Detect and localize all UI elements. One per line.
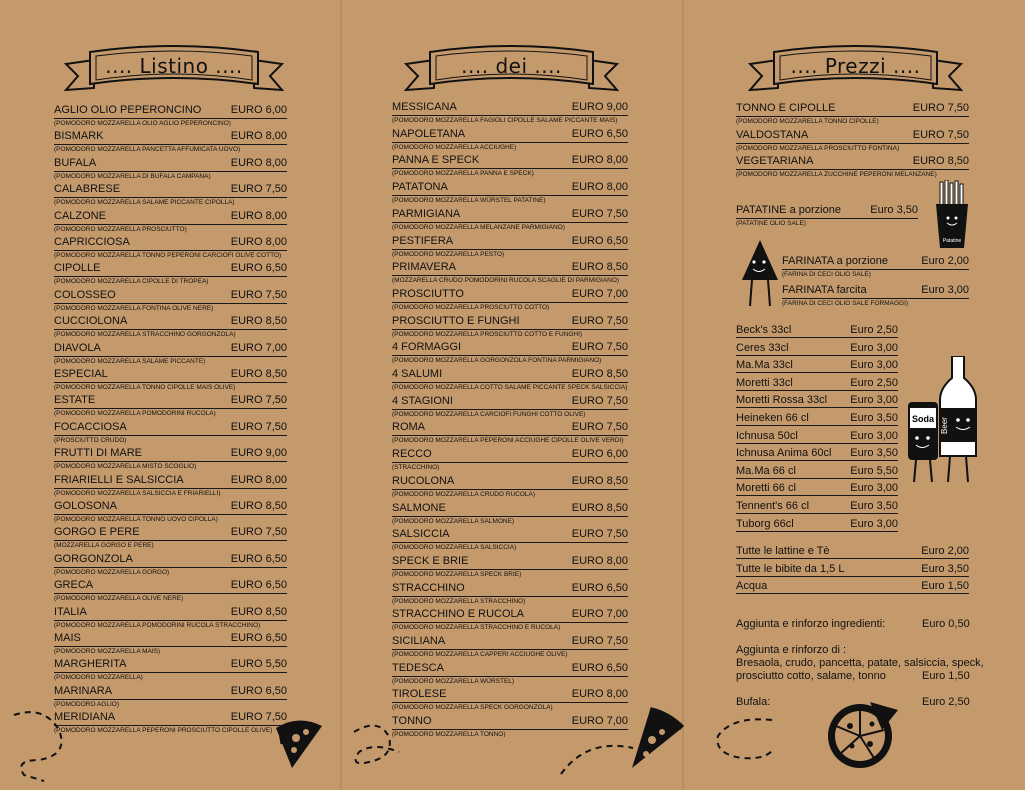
menu-item [392, 288, 628, 312]
item-price: EURO 7,50 [912, 102, 969, 114]
soft-drink-row [736, 545, 969, 559]
item-price: EURO 7,50 [230, 420, 287, 433]
item-name: SALSICCIA [392, 528, 450, 541]
item-name: PANNA E SPECK [392, 154, 480, 167]
menu-item [54, 421, 287, 445]
drink-price: Euro 3,50 [850, 500, 898, 512]
item-description: (POMODORO MOZZARELLA DI BUFALA CAMPANA) [54, 172, 211, 180]
item-price: EURO 8,50 [571, 501, 628, 514]
item-description: (POMODORO MOZZARELLA PROSCIUTTO) [54, 225, 187, 233]
item-price: EURO 7,50 [571, 421, 628, 434]
item-price: EURO 8,50 [571, 474, 628, 487]
ribbon-banner-listino [64, 38, 284, 98]
item-name: CUCCIOLONA [54, 315, 128, 328]
item-description: (POMODORO MOZZARELLA PROSCIUTTO FONTINA) [736, 144, 900, 152]
item-name: SICILIANA [392, 635, 446, 647]
extra-premium-price: Euro 1,50 [922, 670, 970, 682]
item-price: EURO 8,50 [230, 315, 287, 328]
item-price: EURO 7,50 [571, 635, 628, 647]
item-description: (POMODORO MOZZARELLA PANNA E SPECK) [392, 170, 534, 178]
item-description: (POMODORO MOZZARELLA ZUCCHINE PEPERONI MELANZANE) [736, 171, 937, 178]
bufala-label: Bufala: [736, 696, 771, 708]
item-price: EURO 8,50 [230, 500, 287, 512]
item-name: 4 STAGIONI [392, 394, 453, 407]
drink-name: Moretti Rossa 33cl [736, 394, 828, 407]
drink-name: Heineken 66 cl [736, 412, 809, 424]
item-price: EURO 6,50 [230, 684, 287, 697]
drink-row [736, 359, 898, 373]
menu-item [54, 685, 287, 709]
item-name: PARMIGIANA [392, 207, 461, 220]
item-price: EURO 8,00 [230, 473, 287, 486]
item-name: CALABRESE [54, 183, 121, 196]
item-description: (POMODORO MOZZARELLA GORGO) [54, 568, 170, 576]
item-name: CALZONE [54, 209, 106, 222]
menu-item [392, 502, 628, 526]
item-name: FARINATA a porzione [782, 255, 888, 267]
drink-name: Tuborg 66cl [736, 517, 794, 530]
drink-name: Tutte le bibite da 1,5 L [736, 562, 845, 575]
menu-item [54, 289, 287, 313]
drink-row [736, 324, 898, 338]
item-name: BUFALA [54, 156, 97, 169]
extra-premium-line: prosciutto cotto, salame, tonno [736, 670, 886, 682]
item-name: PATATINE a porzione [736, 204, 841, 216]
menu-item [54, 210, 287, 234]
item-name: TONNO E CIPOLLE [736, 102, 836, 114]
dashed-loop-decoration [4, 705, 74, 790]
item-description: (POMODORO MOZZARELLA POMODORINI RUCOLA STRACCHINO) [54, 621, 261, 629]
item-name: ESTATE [54, 394, 96, 407]
item-description: (POMODORO MOZZARELLA SALSICCIA) [392, 544, 517, 552]
drink-name: Acqua [736, 580, 768, 592]
menu-item [54, 711, 287, 735]
item-name: PROSCIUTTO [392, 287, 464, 300]
menu-item [54, 368, 287, 392]
item-name: GOLOSONA [54, 500, 117, 512]
item-description: (POMODORO MOZZARELLA OLIVE NERE) [54, 595, 184, 603]
drink-price: Euro 3,50 [850, 447, 898, 460]
item-description: (POMODORO MOZZARELLA SALMONE) [392, 517, 515, 525]
drink-row [736, 500, 898, 514]
menu-item-farinata-farcita [782, 284, 969, 308]
item-name: RECCO [392, 448, 432, 461]
ribbon-banner-dei [404, 38, 619, 98]
item-description: (POMODORO MOZZARELLA WÜRSTEL) [392, 677, 515, 685]
item-description: (MOZZARELLA GORGO E PERE) [54, 542, 154, 550]
menu-item [54, 474, 287, 498]
item-description: (POMODORO MOZZARELLA PROSCIUTTO COTTO E FUNGHI) [392, 330, 583, 338]
item-description: (POMODORO MOZZARELLA OLIO AGLIO PEPERONCINO) [54, 120, 231, 127]
extra-ingredients-price: Euro 0,50 [922, 618, 970, 630]
item-description: (POMODORO MOZZARELLA PROSCIUTTO COTTO) [392, 303, 550, 311]
soda-label: Soda [911, 414, 935, 424]
item-name: DIAVOLA [54, 341, 101, 354]
item-description: (POMODORO MOZZARELLA CAPPERI ACCIUGHE OLIVE) [392, 651, 568, 658]
item-price: EURO 8,00 [230, 156, 287, 169]
menu-item [736, 129, 969, 153]
menu-item [392, 208, 628, 232]
item-price: EURO 8,50 [230, 605, 287, 618]
banner-title: .... Listino .... [105, 54, 243, 78]
item-name: GORGO E PERE [54, 526, 140, 539]
menu-item [54, 579, 287, 603]
item-name: NAPOLETANA [392, 127, 466, 140]
item-description: (POMODORO MOZZARELLA TONNO PEPERONI CARCIOFI OLIVE COTTO) [54, 252, 282, 259]
farinata-slice-icon [740, 236, 780, 321]
item-price: EURO 7,00 [571, 287, 628, 300]
drink-price: Euro 3,00 [850, 359, 898, 372]
menu-item [392, 395, 628, 419]
item-name: GRECA [54, 579, 94, 592]
menu-item [54, 500, 287, 524]
drink-row [736, 465, 898, 479]
drink-name: Ichnusa 50cl [736, 429, 798, 442]
item-description: (PROSCIUTTO CRUDO) [54, 436, 127, 444]
menu-item [392, 154, 628, 178]
menu-item [392, 582, 628, 606]
item-price: EURO 8,00 [571, 181, 628, 194]
item-price: Euro 3,50 [870, 204, 918, 216]
item-name: TEDESCA [392, 661, 444, 674]
item-price: EURO 6,00 [230, 104, 287, 116]
item-name: GORGONZOLA [54, 552, 133, 565]
item-name: TONNO [392, 715, 432, 728]
drink-price: Euro 3,00 [850, 394, 898, 407]
item-price: EURO 6,50 [571, 661, 628, 674]
item-name: SALMONE [392, 501, 446, 514]
item-name: FRUTTI DI MARE [54, 447, 142, 460]
drink-row [736, 518, 898, 532]
item-price: EURO 7,00 [571, 715, 628, 728]
item-price: EURO 7,50 [571, 314, 628, 327]
drink-row [736, 342, 898, 356]
drink-price: Euro 3,50 [921, 562, 969, 575]
item-description: (POMODORO MOZZARELLA SPECK GORGONZOLA) [392, 704, 553, 712]
menu-item [392, 688, 628, 712]
drink-name: Ma.Ma 66 cl [736, 464, 796, 477]
item-price: EURO 6,50 [571, 127, 628, 140]
item-price: EURO 7,50 [571, 528, 628, 541]
item-description: (POMODORO MOZZARELLA STRACCHINO GORGONZOLA) [54, 331, 236, 339]
menu-item [392, 368, 628, 392]
drink-row [736, 482, 898, 496]
item-name: COLOSSEO [54, 288, 116, 301]
item-price: EURO 7,50 [912, 128, 969, 141]
menu-item [392, 715, 628, 739]
menu-item [54, 183, 287, 207]
menu-item [392, 555, 628, 579]
item-description: (MOZZARELLA CRUDO POMODORINI RUCOLA SCAGLIE DI PARMIGIANO) [392, 277, 620, 285]
menu-item [54, 658, 287, 682]
drink-row [736, 447, 898, 461]
item-name: ESPECIAL [54, 368, 108, 380]
item-description: (POMODORO MOZZARELLA FAGIOLI CIPOLLE SALAME PICCANTE MAIS) [392, 117, 618, 124]
item-price: EURO 6,50 [230, 552, 287, 565]
item-price: EURO 6,50 [230, 262, 287, 275]
banner-title: .... dei .... [461, 54, 562, 78]
item-price: EURO 6,50 [230, 632, 287, 644]
item-description: (POMODORO MOZZARELLA PANCETTA AFFUMICATA UOVO) [54, 146, 241, 154]
item-price: EURO 7,50 [230, 183, 287, 196]
item-price: EURO 8,50 [230, 368, 287, 380]
extra-premium-title: Aggiunta e rinforzo di : [736, 644, 847, 656]
item-price: EURO 7,50 [230, 394, 287, 407]
menu-item [392, 181, 628, 205]
item-description: (POMODORO MOZZARELLA TONNO UOVO CIPOLLA) [54, 516, 218, 523]
drink-price: Euro 3,00 [850, 341, 898, 354]
item-name: RUCOLONA [392, 474, 455, 487]
item-description: (POMODORO MOZZARELLA FONTINA OLIVE NERE) [54, 304, 214, 312]
drink-name: Tutte le lattine e Tè [736, 545, 830, 557]
drink-price: Euro 3,50 [850, 412, 898, 424]
drink-name: Tennent's 66 cl [736, 500, 810, 512]
item-description: (FARINA DI CECI OLIO SALE) [782, 271, 871, 278]
menu-item-farinata-porzione [782, 255, 969, 279]
item-name: BISMARK [54, 130, 104, 143]
item-description: (POMODORO MOZZARELLA STRACCHINO E RUCOLA) [392, 624, 561, 632]
item-name: ROMA [392, 421, 425, 434]
item-price: EURO 8,00 [230, 130, 287, 143]
item-name: CIPOLLE [54, 262, 101, 275]
item-description: (PATATINE OLIO SALE) [736, 220, 806, 227]
drink-name: Moretti 66 cl [736, 482, 796, 495]
item-price: EURO 9,00 [571, 101, 628, 113]
soda-and-beer-icon [906, 356, 984, 491]
pizza-slice-icon [268, 710, 328, 775]
soft-drink-row [736, 580, 969, 594]
item-description: (POMODORO MOZZARELLA WÜRSTEL PATATINE) [392, 197, 546, 205]
item-price: EURO 6,50 [571, 581, 628, 594]
drink-name: Beck's 33cl [736, 324, 792, 336]
menu-item [54, 606, 287, 630]
item-description: (POMODORO MOZZARELLA SPECK BRIE) [392, 570, 522, 578]
item-price: EURO 7,00 [571, 608, 628, 621]
item-description: (POMODORO MOZZARELLA TONNO) [392, 731, 506, 739]
item-name: PROSCIUTTO E FUNGHI [392, 314, 520, 327]
menu-item [392, 421, 628, 445]
item-name: PESTIFERA [392, 234, 454, 247]
menu-item [392, 341, 628, 365]
item-price: EURO 6,50 [230, 579, 287, 592]
menu-item [392, 235, 628, 259]
dashed-loop-decoration [712, 714, 782, 769]
menu-item [392, 261, 628, 285]
menu-item [54, 394, 287, 418]
item-price: EURO 6,00 [571, 448, 628, 461]
item-name: STRACCHINO [392, 581, 465, 594]
item-description: (POMODORO MOZZARELLA SALAME PICCANTE) [54, 357, 206, 365]
item-name: PATATONA [392, 181, 448, 194]
item-description: (POMODORO MOZZARELLA PESTO) [392, 250, 505, 258]
drink-name: Ma.Ma 33cl [736, 359, 793, 372]
drink-name: Ceres 33cl [736, 341, 789, 354]
menu-item [54, 553, 287, 577]
whole-pizza-icon [826, 696, 900, 777]
menu-item [54, 157, 287, 181]
item-description: (POMODORO MOZZARELLA PEPERONI PROSCIUTTO CIPOLLE OLIVE) [54, 727, 273, 735]
drink-name: Ichnusa Anima 60cl [736, 447, 832, 460]
item-price: EURO 6,50 [571, 234, 628, 247]
item-price: EURO 7,50 [571, 394, 628, 407]
item-description: (POMODORO MOZZARELLA TONNO CIPOLLE) [736, 118, 879, 125]
menu-item [54, 315, 287, 339]
drink-price: Euro 2,50 [850, 376, 898, 389]
menu-item [54, 342, 287, 366]
item-description: (POMODORO MOZZARELLA MISTO SCOGLIO) [54, 463, 197, 471]
item-price: EURO 8,00 [230, 236, 287, 248]
menu-panel-middle [342, 0, 682, 790]
bufala-price: Euro 2,50 [922, 696, 970, 708]
item-name: FRIARIELLI E SALSICCIA [54, 473, 184, 486]
item-name: STRACCHINO E RUCOLA [392, 608, 525, 621]
item-price: EURO 7,50 [230, 526, 287, 539]
item-description: (POMODORO MOZZARELLA CARCIOFI FUNGHI COTTO OLIVE) [392, 410, 586, 418]
item-price: EURO 8,50 [912, 155, 969, 167]
item-description: (POMODORO MOZZARELLA SALSICCIA E FRIARIELLI) [54, 489, 221, 497]
item-description: (POMODORO MOZZARELLA ACCIUGHE) [392, 143, 517, 151]
item-name: TIROLESE [392, 688, 447, 701]
menu-item [392, 475, 628, 499]
pizza-slice-icon [622, 706, 684, 777]
menu-item [54, 526, 287, 550]
drink-price: Euro 3,00 [850, 482, 898, 495]
drink-row [736, 394, 898, 408]
drink-row [736, 377, 898, 391]
item-description: (STRACCHINO) [392, 464, 440, 472]
banner-title: .... Prezzi .... [790, 54, 921, 78]
menu-item [54, 130, 287, 154]
item-name: VALDOSTANA [736, 128, 809, 141]
item-price: EURO 7,50 [230, 711, 287, 724]
item-price: EURO 8,50 [571, 368, 628, 380]
item-description: (POMODORO MOZZARELLA STRACCHINO) [392, 597, 526, 605]
item-name: SPECK E BRIE [392, 554, 469, 567]
item-price: EURO 7,00 [230, 341, 287, 354]
item-name: VEGETARIANA [736, 155, 814, 167]
drink-row [736, 412, 898, 426]
item-name: 4 SALUMI [392, 368, 443, 380]
soft-drink-row [736, 563, 969, 577]
item-name: FARINATA farcita [782, 284, 867, 296]
item-name: MERIDIANA [54, 711, 116, 724]
item-name: MESSICANA [392, 101, 457, 113]
item-name: AGLIO OLIO PEPERONCINO [54, 104, 202, 116]
ribbon-banner-prezzi [748, 38, 963, 98]
drink-price: Euro 2,50 [850, 324, 898, 336]
item-description: (POMODORO MOZZARELLA MAIS) [54, 648, 161, 655]
item-price: EURO 7,50 [571, 341, 628, 354]
item-description: (POMODORO MOZZARELLA CRUDO RUCOLA) [392, 490, 536, 498]
item-description: (POMODORO MOZZARELLA GORGONZOLA FONTINA PARMIGIANO) [392, 357, 602, 365]
item-name: FOCACCIOSA [54, 420, 127, 433]
menu-item [392, 662, 628, 686]
item-description: (POMODORO MOZZARELLA) [54, 674, 143, 682]
drink-price: Euro 3,00 [850, 517, 898, 530]
item-price: EURO 8,50 [571, 261, 628, 274]
item-price: EURO 7,50 [230, 288, 287, 301]
item-name: MAIS [54, 632, 81, 644]
item-name: 4 FORMAGGI [392, 341, 462, 354]
item-description: (POMODORO MOZZARELLA COTTO SALAME PICCANTE SPECK SALSICCIA) [392, 384, 628, 391]
menu-panel-left [0, 0, 340, 790]
menu-item [392, 608, 628, 632]
item-price: Euro 3,00 [921, 284, 969, 296]
item-description: (POMODORO MOZZARELLA SALAME PICCANTE CIPOLLA) [54, 199, 235, 207]
item-price: EURO 8,00 [571, 554, 628, 567]
item-name: ITALIA [54, 605, 87, 618]
menu-item [392, 528, 628, 552]
item-description: (POMODORO MOZZARELLA CIPOLLE DI TROPEA) [54, 278, 209, 286]
drink-price: Euro 1,50 [921, 580, 969, 592]
drink-price: Euro 2,00 [921, 545, 969, 557]
menu-item-patatine [736, 204, 918, 228]
item-price: Euro 2,00 [921, 255, 969, 267]
drink-price: Euro 5,50 [850, 464, 898, 477]
fries-icon [934, 180, 970, 255]
extra-ingredients-label: Aggiunta e rinforzo ingredienti: [736, 618, 886, 630]
item-description: (FARINA DI CECI OLIO SALE FORMAGGI) [782, 300, 909, 307]
menu-item [54, 632, 287, 656]
item-price: EURO 8,00 [571, 154, 628, 167]
menu-item [54, 262, 287, 286]
menu-panel-right [684, 0, 1025, 790]
dashed-loop-decoration [344, 712, 414, 787]
menu-item [54, 236, 287, 260]
menu-item [736, 155, 969, 179]
extra-premium-line: Bresaola, crudo, pancetta, patate, salsiccia, speck, [736, 657, 984, 669]
item-name: CAPRICCIOSA [54, 236, 130, 248]
item-price: EURO 9,00 [230, 447, 287, 460]
beer-label: Beer [940, 417, 949, 434]
item-name: MARINARA [54, 684, 113, 697]
item-description: (POMODORO MOZZARELLA TONNO CIPOLLE MAIS OLIVE) [54, 384, 236, 391]
item-price: EURO 8,00 [571, 688, 628, 701]
menu-item [54, 104, 287, 128]
item-price: EURO 8,00 [230, 209, 287, 222]
menu-item [392, 635, 628, 659]
fries-label: Patatine [942, 238, 962, 244]
item-description: (POMODORO MOZZARELLA MELANZANE PARMIGIANO) [392, 223, 565, 231]
menu-item [736, 102, 969, 126]
drink-price: Euro 3,00 [850, 429, 898, 442]
item-description: (POMODORO AGLIO) [54, 700, 120, 708]
drink-row [736, 430, 898, 444]
item-description: (POMODORO MOZZARELLA PEPERONI ACCIUGHE CIPOLLE OLIVE VERDI) [392, 437, 624, 445]
item-description: (POMODORO MOZZARELLA POMODORINI RUCOLA) [54, 410, 216, 418]
item-name: MARGHERITA [54, 658, 127, 671]
menu-item [392, 448, 628, 472]
item-price: EURO 5,50 [230, 658, 287, 671]
item-price: EURO 7,50 [571, 207, 628, 220]
menu-item [392, 315, 628, 339]
item-name: PRIMAVERA [392, 261, 456, 274]
drink-name: Moretti 33cl [736, 376, 793, 389]
menu-item [392, 101, 628, 125]
menu-item [392, 128, 628, 152]
menu-item [54, 447, 287, 471]
